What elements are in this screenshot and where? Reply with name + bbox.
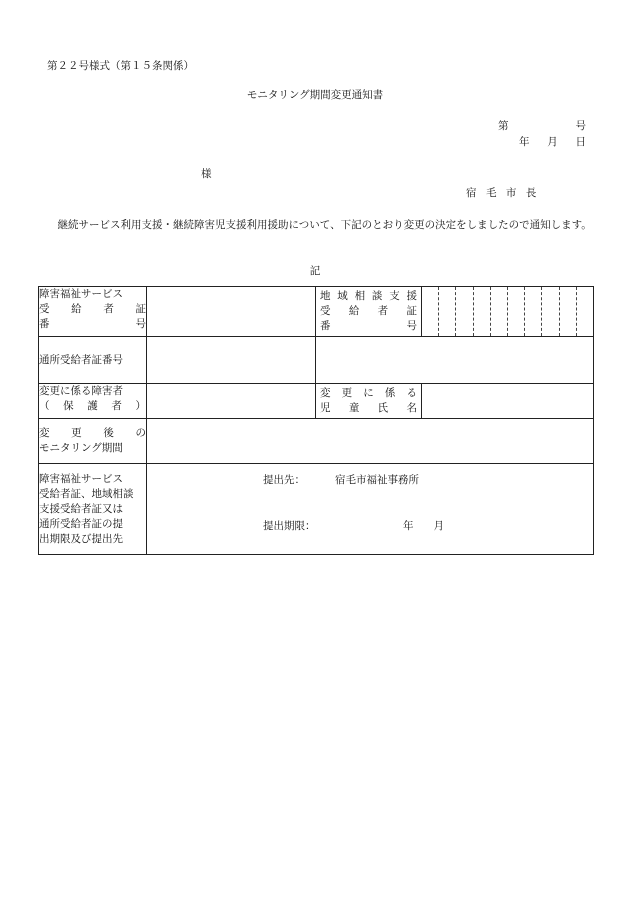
digit-box[interactable] (438, 287, 455, 336)
notice-form-table (38, 286, 594, 555)
date-day: 日 (575, 136, 586, 148)
submit-to-value: 宿毛市福祉事務所 (335, 474, 419, 486)
issuer-name: 宿毛市長 (466, 187, 546, 199)
digit-box[interactable] (455, 287, 472, 336)
date-year: 年 (519, 136, 530, 148)
digit-box[interactable] (576, 287, 593, 336)
digit-boxes-regional[interactable] (422, 287, 593, 336)
deadline-month: 月 (433, 520, 444, 532)
digit-boxes-daycare[interactable] (147, 337, 316, 384)
digit-box[interactable] (524, 287, 541, 336)
reference-number (498, 120, 586, 133)
disabled-person-field[interactable] (147, 384, 316, 419)
label-disabled-person: 変更に係る障害者 （保護者） (39, 384, 147, 419)
date-month: 月 (547, 136, 558, 148)
ref-no-suffix: 号 (575, 120, 586, 132)
deadline-year: 年 (403, 520, 414, 532)
child-name-field[interactable] (422, 384, 593, 418)
label-submission-info: 障害福祉サービス 受給者証、地域相談 支援受給者証又は 通所受給者証の提 出期限及び提出先 (39, 464, 147, 555)
row-person-concerned (39, 384, 594, 419)
ref-no-prefix: 第 (498, 120, 509, 132)
submit-to-label: 提出先： (263, 474, 305, 486)
digit-box[interactable] (422, 287, 438, 336)
monitoring-period-field[interactable] (147, 419, 594, 464)
blank-cell (316, 337, 594, 384)
digit-boxes-service[interactable] (147, 287, 316, 337)
addressee-suffix: 様 (201, 168, 212, 180)
form-number: 第２２号様式（第１５条関係） (47, 60, 194, 72)
submit-deadline (263, 520, 444, 533)
regional-support-cell (316, 287, 594, 337)
row-daycare-recipient-number (39, 337, 594, 384)
label-service-recipient-number: 障害福祉サービス 受給者証 番号 (39, 287, 147, 337)
issue-date (519, 136, 586, 149)
child-name-cell (316, 384, 594, 419)
ki-heading: 記 (309, 265, 321, 277)
deadline-label: 提出期限： (263, 520, 316, 532)
notice-body-text: 継続サービス利用支援・継続障害児支援利用援助について、下記のとおり変更の決定をしましたので通知します。 (57, 219, 592, 231)
digit-box[interactable] (507, 287, 524, 336)
digit-box[interactable] (559, 287, 576, 336)
submit-to (263, 474, 419, 487)
document-title: モニタリング期間変更通知書 (246, 89, 384, 101)
label-daycare-recipient-number: 通所受給者証番号 (39, 337, 147, 384)
digit-box[interactable] (490, 287, 507, 336)
digit-box[interactable] (473, 287, 490, 336)
digit-box[interactable] (541, 287, 558, 336)
row-service-recipient-number (39, 287, 594, 337)
row-monitoring-period (39, 419, 594, 464)
label-regional-support-number: 地域相談支援 受給者証 番号 (316, 287, 422, 336)
label-monitoring-period: 変更後の モニタリング期間 (39, 419, 147, 464)
label-child-name: 変更に係る 児童氏名 (316, 384, 422, 418)
